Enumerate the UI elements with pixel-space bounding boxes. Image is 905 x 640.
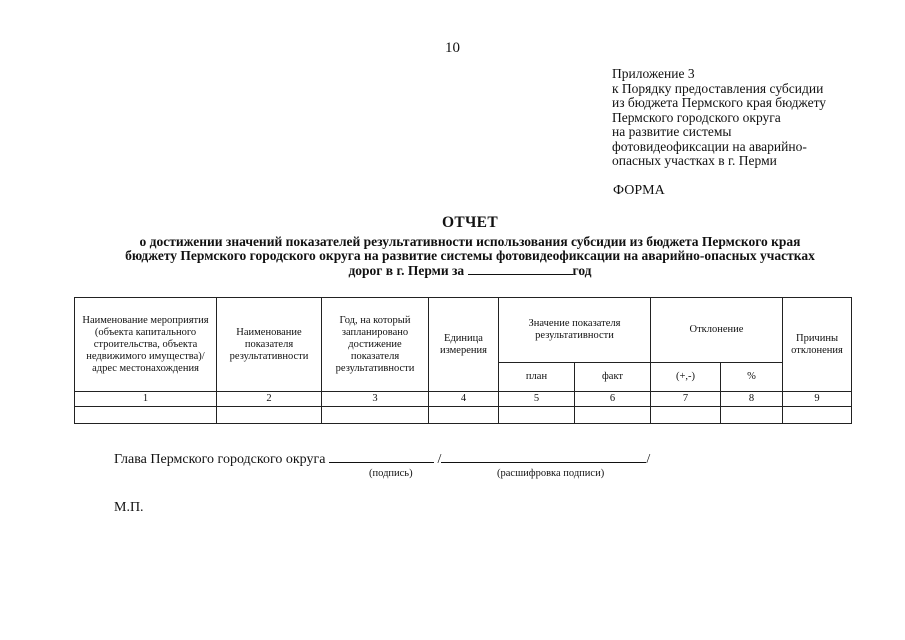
- signature-decode-blank[interactable]: [441, 450, 646, 463]
- header-plan: план: [499, 363, 575, 392]
- appendix-line: на развитие системы: [612, 124, 732, 139]
- header-activity: Наименование мероприятия (объекта капитального строительства, объекта недвижимого имущества)/адрес местонахождения: [75, 298, 217, 392]
- column-number: 1: [75, 392, 217, 407]
- appendix-line: опасных участках в г. Перми: [612, 153, 777, 168]
- header-deviation-pct: %: [721, 363, 783, 392]
- table-cell[interactable]: [783, 407, 852, 424]
- table-cell[interactable]: [721, 407, 783, 424]
- header-deviation-abs: (+,-): [651, 363, 721, 392]
- table-cell[interactable]: [75, 407, 217, 424]
- seal-placeholder: М.П.: [114, 500, 144, 515]
- table-cell[interactable]: [429, 407, 499, 424]
- column-number: 6: [575, 392, 651, 407]
- column-number: 9: [783, 392, 852, 407]
- page-number: 10: [445, 40, 460, 56]
- appendix-block: [612, 67, 892, 169]
- report-table: [74, 297, 852, 424]
- report-subtitle-line1: о достижении значений показателей результативности использования субсидии из бюджета Пермского края: [139, 234, 801, 249]
- header-indicator-name: Наименование показателя результативности: [217, 298, 322, 392]
- signature-decode-caption: (расшифровка подписи): [497, 468, 605, 479]
- report-title: ОТЧЕТ: [442, 214, 498, 231]
- appendix-line: Приложение 3: [612, 66, 695, 81]
- column-number: 3: [322, 392, 429, 407]
- appendix-line: фотовидеофиксации на аварийно-: [612, 138, 807, 154]
- appendix-line: Пермского городского округа: [612, 109, 781, 125]
- report-subtitle-line2: бюджету Пермского городского округа на развитие системы фотовидеофиксации на аварийно-опасных участках: [125, 248, 815, 263]
- signature-slash: /: [646, 452, 651, 467]
- appendix-line: к Порядку предоставления субсидии: [612, 80, 824, 96]
- column-number: 2: [217, 392, 322, 407]
- appendix-line: из бюджета Пермского края бюджету: [612, 95, 827, 110]
- signature-blank[interactable]: [329, 450, 434, 463]
- header-deviation: Отклонение: [651, 298, 783, 363]
- table-cell[interactable]: [651, 407, 721, 424]
- column-number-row: [75, 392, 852, 407]
- report-period-suffix: год: [572, 263, 592, 278]
- report-period-prefix: дорог в г. Перми за: [348, 263, 465, 278]
- header-target-year: Год, на который запланировано достижение показателя результативности: [322, 298, 429, 392]
- signature-slash: /: [437, 452, 442, 467]
- signature-title: Глава Пермского городского округа: [114, 452, 326, 467]
- header-indicator-value: Значение показателя результативности: [499, 298, 651, 363]
- header-deviation-reasons: Причины отклонения: [783, 298, 852, 392]
- column-number: 7: [651, 392, 721, 407]
- report-subtitle-line3: [70, 263, 870, 278]
- column-number: 8: [721, 392, 783, 407]
- column-number: 5: [499, 392, 575, 407]
- table-cell[interactable]: [322, 407, 429, 424]
- header-fact: факт: [575, 363, 651, 392]
- header-unit: Единица измерения: [429, 298, 499, 392]
- table-cell[interactable]: [499, 407, 575, 424]
- column-number: 4: [429, 392, 499, 407]
- signature-caption: (подпись): [369, 468, 413, 479]
- table-row: [75, 407, 852, 424]
- report-year-blank: [468, 263, 573, 275]
- table-cell[interactable]: [217, 407, 322, 424]
- report-subtitle: [70, 235, 870, 278]
- form-label: ФОРМА: [613, 183, 665, 198]
- table-cell[interactable]: [575, 407, 651, 424]
- signature-line: [114, 450, 650, 468]
